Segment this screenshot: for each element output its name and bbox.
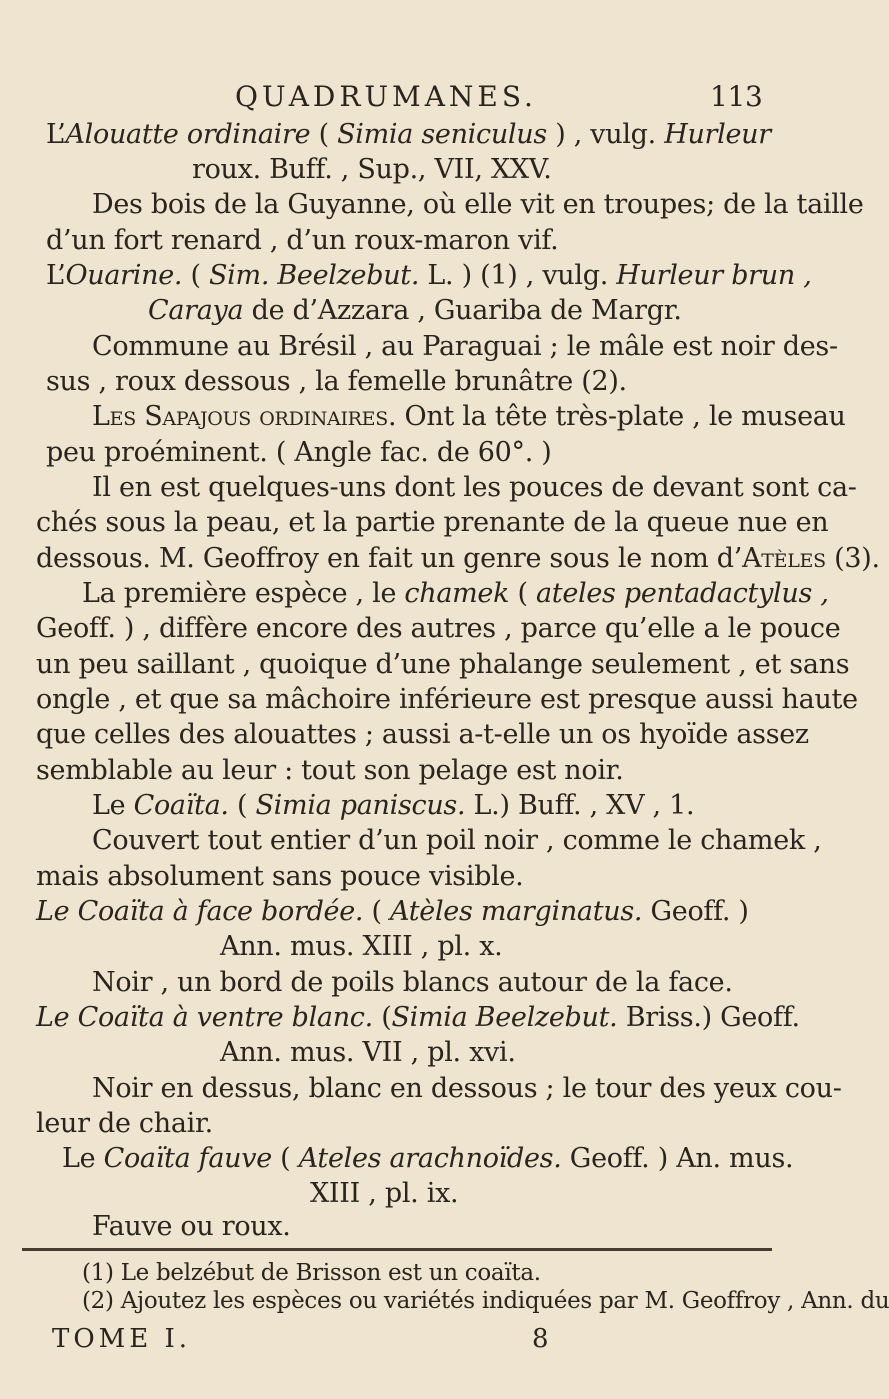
text-line: Ann. mus. XIII , pl. x. — [220, 931, 503, 962]
text-line: peu proéminent. ( Angle fac. de 60°. ) — [46, 437, 552, 468]
text-line: leur de chair. — [36, 1108, 213, 1139]
text-line: que celles des alouattes ; aussi a-t-elle un os hyoïde assez — [36, 719, 809, 750]
text-line: sus , roux dessous , la femelle brunâtre (2). — [46, 366, 627, 397]
signature-mark: TOME I. — [52, 1324, 192, 1354]
signature-number: 8 — [532, 1324, 549, 1354]
text-line: Le Coaïta à ventre blanc. (Simia Beelzebut. Briss.) Geoff. — [36, 1002, 800, 1033]
text-line: Ann. mus. VII , pl. xvi. — [220, 1037, 516, 1068]
text-line: Noir , un bord de poils blancs autour de la face. — [92, 967, 733, 998]
text-line: Couvert tout entier d’un poil noir , comme le chamek , — [92, 825, 822, 856]
text-line: Noir en dessus, blanc en dessous ; le tour des yeux cou- — [92, 1073, 842, 1104]
text-line: Commune au Brésil , au Paraguai ; le mâle est noir des- — [92, 331, 838, 362]
footnote: (2) Ajoutez les espèces ou variétés indiquées par M. Geoffroy , Ann. du — [82, 1288, 889, 1314]
text-line: L’Ouarine. ( Sim. Beelzebut. L. ) (1) , vulg. Hurleur brun , — [46, 260, 812, 291]
text-line: Caraya de d’Azzara , Guariba de Margr. — [148, 295, 682, 326]
text-line: L’Alouatte ordinaire ( Simia seniculus ) , vulg. Hurleur — [46, 119, 771, 150]
text-line: chés sous la peau, et la partie prenante de la queue nue en — [36, 507, 829, 538]
text-line: semblable au leur : tout son pelage est noir. — [36, 755, 624, 786]
running-head: QUADRUMANES. — [235, 80, 537, 113]
text-line: d’un fort renard , d’un roux-maron vif. — [46, 225, 559, 256]
footnote: (1) Le belzébut de Brisson est un coaïta. — [82, 1260, 541, 1286]
text-line: Les Sapajous ordinaires. Ont la tête très-plate , le museau — [92, 401, 846, 432]
text-line: mais absolument sans pouce visible. — [36, 861, 524, 892]
text-line: La première espèce , le chamek ( ateles pentadactylus , — [82, 578, 829, 609]
text-line: dessous. M. Geoffroy en fait un genre sous le nom d’Atèles (3). — [36, 543, 880, 574]
page-number: 113 — [710, 80, 763, 113]
footnote-rule — [22, 1248, 772, 1251]
text-line: Des bois de la Guyanne, où elle vit en troupes; de la taille — [92, 189, 864, 220]
text-line: ongle , et que sa mâchoire inférieure est presque aussi haute — [36, 684, 858, 715]
text-line: Fauve ou roux. — [92, 1211, 291, 1242]
text-line: un peu saillant , quoique d’une phalange seulement , et sans — [36, 649, 850, 680]
text-line: Geoff. ) , diffère encore des autres , parce qu’elle a le pouce — [36, 613, 841, 644]
text-line: Il en est quelques-uns dont les pouces de devant sont ca- — [92, 472, 857, 503]
text-line: Le Coaïta fauve ( Ateles arachnoïdes. Geoff. ) An. mus. — [62, 1143, 794, 1174]
text-line: roux. Buff. , Sup., VII, XXV. — [192, 154, 552, 185]
text-line: Le Coaïta à face bordée. ( Atèles marginatus. Geoff. ) — [36, 896, 749, 927]
text-line: Le Coaïta. ( Simia paniscus. L.) Buff. , XV , 1. — [92, 790, 695, 821]
text-line: XIII , pl. ix. — [310, 1178, 459, 1209]
